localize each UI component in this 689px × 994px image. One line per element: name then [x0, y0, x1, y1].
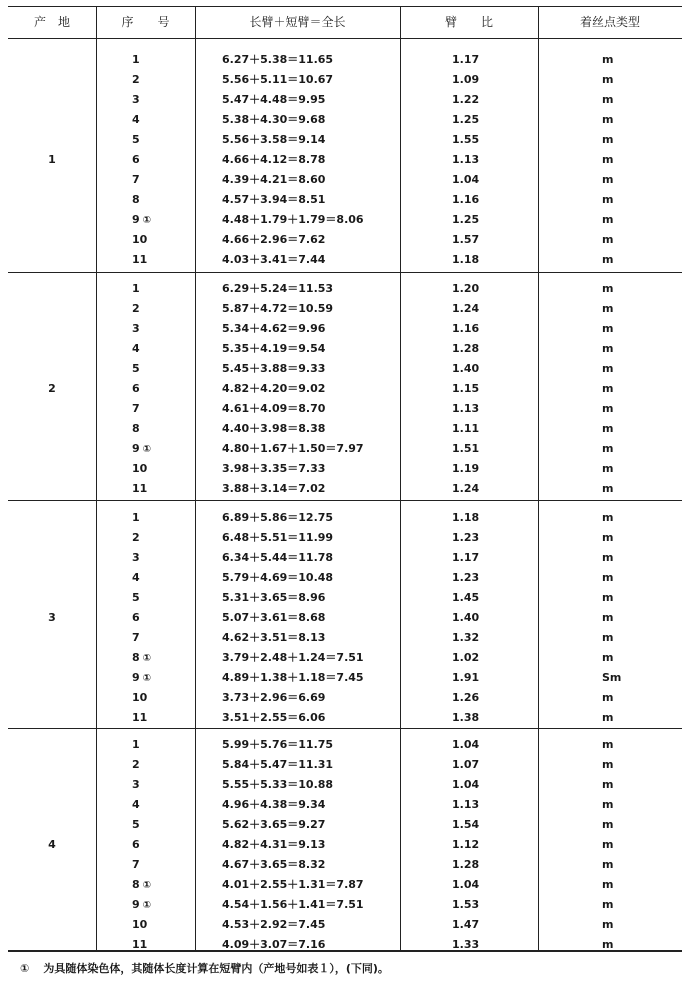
formula-cell: 5.38＋4.30＝9.68	[222, 113, 326, 126]
header-ratio: 臂 比	[444, 15, 493, 29]
seq-number: 10	[132, 462, 148, 475]
seq-cell	[132, 935, 182, 956]
seq-number: 1	[132, 738, 140, 751]
column-divider	[400, 6, 401, 950]
seq-cell	[132, 150, 182, 171]
formula-cell: 5.84＋5.47＝11.31	[222, 758, 334, 771]
seq-cell	[132, 210, 182, 231]
seq-number: 4	[132, 571, 140, 584]
seq-cell	[132, 90, 182, 111]
ratio-cell: 1.45	[452, 591, 480, 604]
type-cell: m	[602, 302, 614, 315]
formula-cell: 6.27＋5.38＝11.65	[222, 53, 334, 66]
satellite-mark: ①	[142, 444, 152, 455]
seq-cell	[132, 70, 182, 91]
type-cell: m	[602, 898, 614, 911]
ratio-cell: 1.47	[452, 918, 480, 931]
ratio-cell: 1.20	[452, 282, 480, 295]
type-cell: m	[602, 511, 614, 524]
column-divider	[538, 6, 539, 950]
seq-number: 8	[132, 193, 140, 206]
ratio-cell: 1.13	[452, 153, 480, 166]
ratio-cell: 1.24	[452, 302, 480, 315]
seq-cell	[132, 50, 182, 71]
group-divider	[8, 272, 682, 273]
type-cell: m	[602, 858, 614, 871]
seq-number: 6	[132, 382, 140, 395]
seq-number: 3	[132, 778, 140, 791]
formula-cell: 4.40＋3.98＝8.38	[222, 422, 326, 435]
formula-cell: 6.89＋5.86＝12.75	[222, 511, 334, 524]
seq-number: 5	[132, 362, 140, 375]
ratio-cell: 1.28	[452, 858, 480, 871]
formula-cell: 4.67＋3.65＝8.32	[222, 858, 326, 871]
seq-number: 9	[132, 671, 140, 684]
type-cell: m	[602, 253, 614, 266]
formula-cell: 5.31＋3.65＝8.96	[222, 591, 326, 604]
seq-number: 5	[132, 133, 140, 146]
seq-cell	[132, 588, 182, 609]
seq-number: 11	[132, 482, 148, 495]
column-divider	[195, 6, 196, 950]
seq-cell	[132, 230, 182, 251]
ratio-cell: 1.13	[452, 402, 480, 415]
seq-cell	[132, 399, 182, 420]
seq-cell	[132, 815, 182, 836]
ratio-cell: 1.04	[452, 878, 480, 891]
formula-cell: 4.82＋4.31＝9.13	[222, 838, 326, 851]
seq-cell	[132, 688, 182, 709]
ratio-cell: 1.19	[452, 462, 480, 475]
formula-cell: 5.34＋4.62＝9.96	[222, 322, 326, 335]
seq-cell	[132, 648, 182, 669]
formula-cell: 4.80＋1.67＋1.50＝7.97	[222, 442, 364, 455]
type-cell: m	[602, 798, 614, 811]
seq-number: 3	[132, 551, 140, 564]
formula-cell: 5.47＋4.48＝9.95	[222, 93, 326, 106]
type-cell: m	[602, 442, 614, 455]
seq-number: 8	[132, 422, 140, 435]
seq-number: 7	[132, 858, 140, 871]
ratio-cell: 1.40	[452, 611, 480, 624]
type-cell: m	[602, 133, 614, 146]
seq-cell	[132, 628, 182, 649]
ratio-cell: 1.11	[452, 422, 480, 435]
formula-cell: 5.87＋4.72＝10.59	[222, 302, 334, 315]
seq-cell	[132, 795, 182, 816]
seq-cell	[132, 775, 182, 796]
seq-number: 4	[132, 798, 140, 811]
table-top-rule	[8, 6, 682, 7]
formula-cell: 5.79＋4.69＝10.48	[222, 571, 334, 584]
header-formula: 长臂＋短臂＝全长	[249, 15, 346, 29]
seq-number: 9	[132, 898, 140, 911]
formula-cell: 5.99＋5.76＝11.75	[222, 738, 334, 751]
seq-cell	[132, 479, 182, 500]
origin-cell: 4	[48, 838, 56, 851]
formula-cell: 4.61＋4.09＝8.70	[222, 402, 326, 415]
type-cell: m	[602, 193, 614, 206]
table-bottom-rule	[8, 950, 682, 952]
seq-cell	[132, 299, 182, 320]
seq-number: 2	[132, 73, 140, 86]
seq-number: 4	[132, 342, 140, 355]
formula-cell: 5.45＋3.88＝9.33	[222, 362, 326, 375]
formula-cell: 6.29＋5.24＝11.53	[222, 282, 334, 295]
ratio-cell: 1.02	[452, 651, 480, 664]
ratio-cell: 1.40	[452, 362, 480, 375]
ratio-cell: 1.28	[452, 342, 480, 355]
ratio-cell: 1.23	[452, 531, 480, 544]
seq-cell	[132, 319, 182, 340]
type-cell: m	[602, 738, 614, 751]
seq-cell	[132, 668, 182, 689]
type-cell: m	[602, 691, 614, 704]
formula-cell: 4.82＋4.20＝9.02	[222, 382, 326, 395]
ratio-cell: 1.22	[452, 93, 480, 106]
type-cell: m	[602, 651, 614, 664]
header-seq: 序 号	[121, 15, 170, 29]
seq-cell	[132, 855, 182, 876]
footnote	[20, 960, 389, 976]
type-cell: m	[602, 53, 614, 66]
ratio-cell: 1.23	[452, 571, 480, 584]
ratio-cell: 1.53	[452, 898, 480, 911]
seq-number: 10	[132, 918, 148, 931]
formula-cell: 4.01＋2.55＋1.31＝7.87	[222, 878, 364, 891]
seq-cell	[132, 250, 182, 271]
formula-cell: 5.07＋3.61＝8.68	[222, 611, 326, 624]
formula-cell: 4.57＋3.94＝8.51	[222, 193, 326, 206]
formula-cell: 5.56＋3.58＝9.14	[222, 133, 326, 146]
formula-cell: 4.96＋4.38＝9.34	[222, 798, 326, 811]
ratio-cell: 1.51	[452, 442, 480, 455]
type-cell: m	[602, 233, 614, 246]
type-cell: m	[602, 213, 614, 226]
seq-cell	[132, 379, 182, 400]
type-cell: m	[602, 422, 614, 435]
type-cell: m	[602, 382, 614, 395]
ratio-cell: 1.17	[452, 551, 480, 564]
ratio-cell: 1.55	[452, 133, 480, 146]
seq-cell	[132, 755, 182, 776]
type-cell: m	[602, 551, 614, 564]
ratio-cell: 1.57	[452, 233, 480, 246]
ratio-cell: 1.12	[452, 838, 480, 851]
seq-cell	[132, 608, 182, 629]
satellite-mark: ①	[142, 880, 152, 891]
type-cell: m	[602, 173, 614, 186]
ratio-cell: 1.16	[452, 193, 480, 206]
satellite-mark: ①	[142, 673, 152, 684]
formula-cell: 4.62＋3.51＝8.13	[222, 631, 326, 644]
satellite-mark: ①	[142, 653, 152, 664]
seq-cell	[132, 568, 182, 589]
seq-cell	[132, 359, 182, 380]
type-cell: Sm	[602, 671, 622, 684]
seq-cell	[132, 915, 182, 936]
ratio-cell: 1.18	[452, 511, 480, 524]
seq-cell	[132, 130, 182, 151]
seq-number: 1	[132, 282, 140, 295]
header-origin: 产 地	[33, 15, 70, 29]
seq-number: 10	[132, 691, 148, 704]
seq-number: 7	[132, 631, 140, 644]
ratio-cell: 1.16	[452, 322, 480, 335]
ratio-cell: 1.17	[452, 53, 480, 66]
type-cell: m	[602, 462, 614, 475]
ratio-cell: 1.04	[452, 738, 480, 751]
type-cell: m	[602, 631, 614, 644]
seq-number: 3	[132, 322, 140, 335]
formula-cell: 3.98＋3.35＝7.33	[222, 462, 326, 475]
seq-cell	[132, 708, 182, 729]
type-cell: m	[602, 113, 614, 126]
type-cell: m	[602, 153, 614, 166]
seq-number: 11	[132, 938, 148, 951]
ratio-cell: 1.13	[452, 798, 480, 811]
seq-number: 6	[132, 153, 140, 166]
seq-number: 7	[132, 402, 140, 415]
formula-cell: 4.54＋1.56＋1.41＝7.51	[222, 898, 364, 911]
seq-cell	[132, 548, 182, 569]
type-cell: m	[602, 402, 614, 415]
seq-number: 8	[132, 651, 140, 664]
seq-number: 7	[132, 173, 140, 186]
formula-cell: 4.39＋4.21＝8.60	[222, 173, 326, 186]
seq-number: 5	[132, 591, 140, 604]
formula-cell: 5.62＋3.65＝9.27	[222, 818, 326, 831]
group-divider	[8, 500, 682, 501]
formula-cell: 5.35＋4.19＝9.54	[222, 342, 326, 355]
seq-number: 10	[132, 233, 148, 246]
type-cell: m	[602, 778, 614, 791]
seq-cell	[132, 190, 182, 211]
type-cell: m	[602, 322, 614, 335]
formula-cell: 5.56＋5.11＝10.67	[222, 73, 334, 86]
seq-number: 1	[132, 511, 140, 524]
column-divider	[96, 6, 97, 950]
ratio-cell: 1.38	[452, 711, 480, 724]
ratio-cell: 1.32	[452, 631, 480, 644]
type-cell: m	[602, 838, 614, 851]
type-cell: m	[602, 482, 614, 495]
type-cell: m	[602, 282, 614, 295]
footnote-text: 为具随体染色体，其随体长度计算在短臂内（产地号如表１），(下同)。	[43, 962, 389, 975]
header-type: 着丝点类型	[579, 15, 640, 29]
seq-cell	[132, 875, 182, 896]
type-cell: m	[602, 878, 614, 891]
seq-number: 3	[132, 93, 140, 106]
seq-number: 11	[132, 253, 148, 266]
seq-number: 1	[132, 53, 140, 66]
seq-number: 11	[132, 711, 148, 724]
type-cell: m	[602, 362, 614, 375]
ratio-cell: 1.07	[452, 758, 480, 771]
type-cell: m	[602, 818, 614, 831]
seq-cell	[132, 419, 182, 440]
type-cell: m	[602, 711, 614, 724]
formula-cell: 4.66＋4.12＝8.78	[222, 153, 326, 166]
formula-cell: 4.09＋3.07＝7.16	[222, 938, 326, 951]
type-cell: m	[602, 342, 614, 355]
seq-cell	[132, 835, 182, 856]
seq-number: 2	[132, 302, 140, 315]
formula-cell: 6.48＋5.51＝11.99	[222, 531, 334, 544]
seq-number: 9	[132, 213, 140, 226]
ratio-cell: 1.54	[452, 818, 480, 831]
type-cell: m	[602, 611, 614, 624]
ratio-cell: 1.04	[452, 173, 480, 186]
ratio-cell: 1.26	[452, 691, 480, 704]
ratio-cell: 1.18	[452, 253, 480, 266]
seq-number: 2	[132, 531, 140, 544]
ratio-cell: 1.33	[452, 938, 480, 951]
formula-cell: 6.34＋5.44＝11.78	[222, 551, 334, 564]
seq-number: 6	[132, 611, 140, 624]
seq-cell	[132, 439, 182, 460]
footnote-mark: ①	[20, 962, 30, 975]
header-bottom-rule	[8, 38, 682, 39]
ratio-cell: 1.15	[452, 382, 480, 395]
formula-cell: 4.53＋2.92＝7.45	[222, 918, 326, 931]
ratio-cell: 1.25	[452, 113, 480, 126]
formula-cell: 3.73＋2.96＝6.69	[222, 691, 326, 704]
seq-cell	[132, 170, 182, 191]
seq-cell	[132, 110, 182, 131]
origin-cell: 2	[48, 382, 56, 395]
formula-cell: 4.03＋3.41＝7.44	[222, 253, 326, 266]
seq-cell	[132, 895, 182, 916]
seq-number: 5	[132, 818, 140, 831]
seq-number: 9	[132, 442, 140, 455]
formula-cell: 3.79＋2.48＋1.24＝7.51	[222, 651, 364, 664]
seq-number: 4	[132, 113, 140, 126]
seq-cell	[132, 735, 182, 756]
ratio-cell: 1.04	[452, 778, 480, 791]
origin-cell: 1	[48, 153, 56, 166]
seq-cell	[132, 508, 182, 529]
formula-cell: 3.51＋2.55＝6.06	[222, 711, 326, 724]
seq-number: 6	[132, 838, 140, 851]
ratio-cell: 1.91	[452, 671, 480, 684]
group-divider	[8, 728, 682, 729]
ratio-cell: 1.25	[452, 213, 480, 226]
type-cell: m	[602, 531, 614, 544]
formula-cell: 3.88＋3.14＝7.02	[222, 482, 326, 495]
origin-cell: 3	[48, 611, 56, 624]
seq-number: 8	[132, 878, 140, 891]
type-cell: m	[602, 571, 614, 584]
type-cell: m	[602, 73, 614, 86]
seq-cell	[132, 279, 182, 300]
ratio-cell: 1.24	[452, 482, 480, 495]
seq-cell	[132, 339, 182, 360]
formula-cell: 4.48＋1.79＋1.79＝8.06	[222, 213, 364, 226]
type-cell: m	[602, 938, 614, 951]
formula-cell: 4.89＋1.38＋1.18＝7.45	[222, 671, 364, 684]
seq-cell	[132, 459, 182, 480]
type-cell: m	[602, 93, 614, 106]
type-cell: m	[602, 918, 614, 931]
satellite-mark: ①	[142, 900, 152, 911]
seq-cell	[132, 528, 182, 549]
type-cell: m	[602, 591, 614, 604]
type-cell: m	[602, 758, 614, 771]
formula-cell: 4.66＋2.96＝7.62	[222, 233, 326, 246]
seq-number: 2	[132, 758, 140, 771]
satellite-mark: ①	[142, 215, 152, 226]
ratio-cell: 1.09	[452, 73, 480, 86]
formula-cell: 5.55＋5.33＝10.88	[222, 778, 334, 791]
